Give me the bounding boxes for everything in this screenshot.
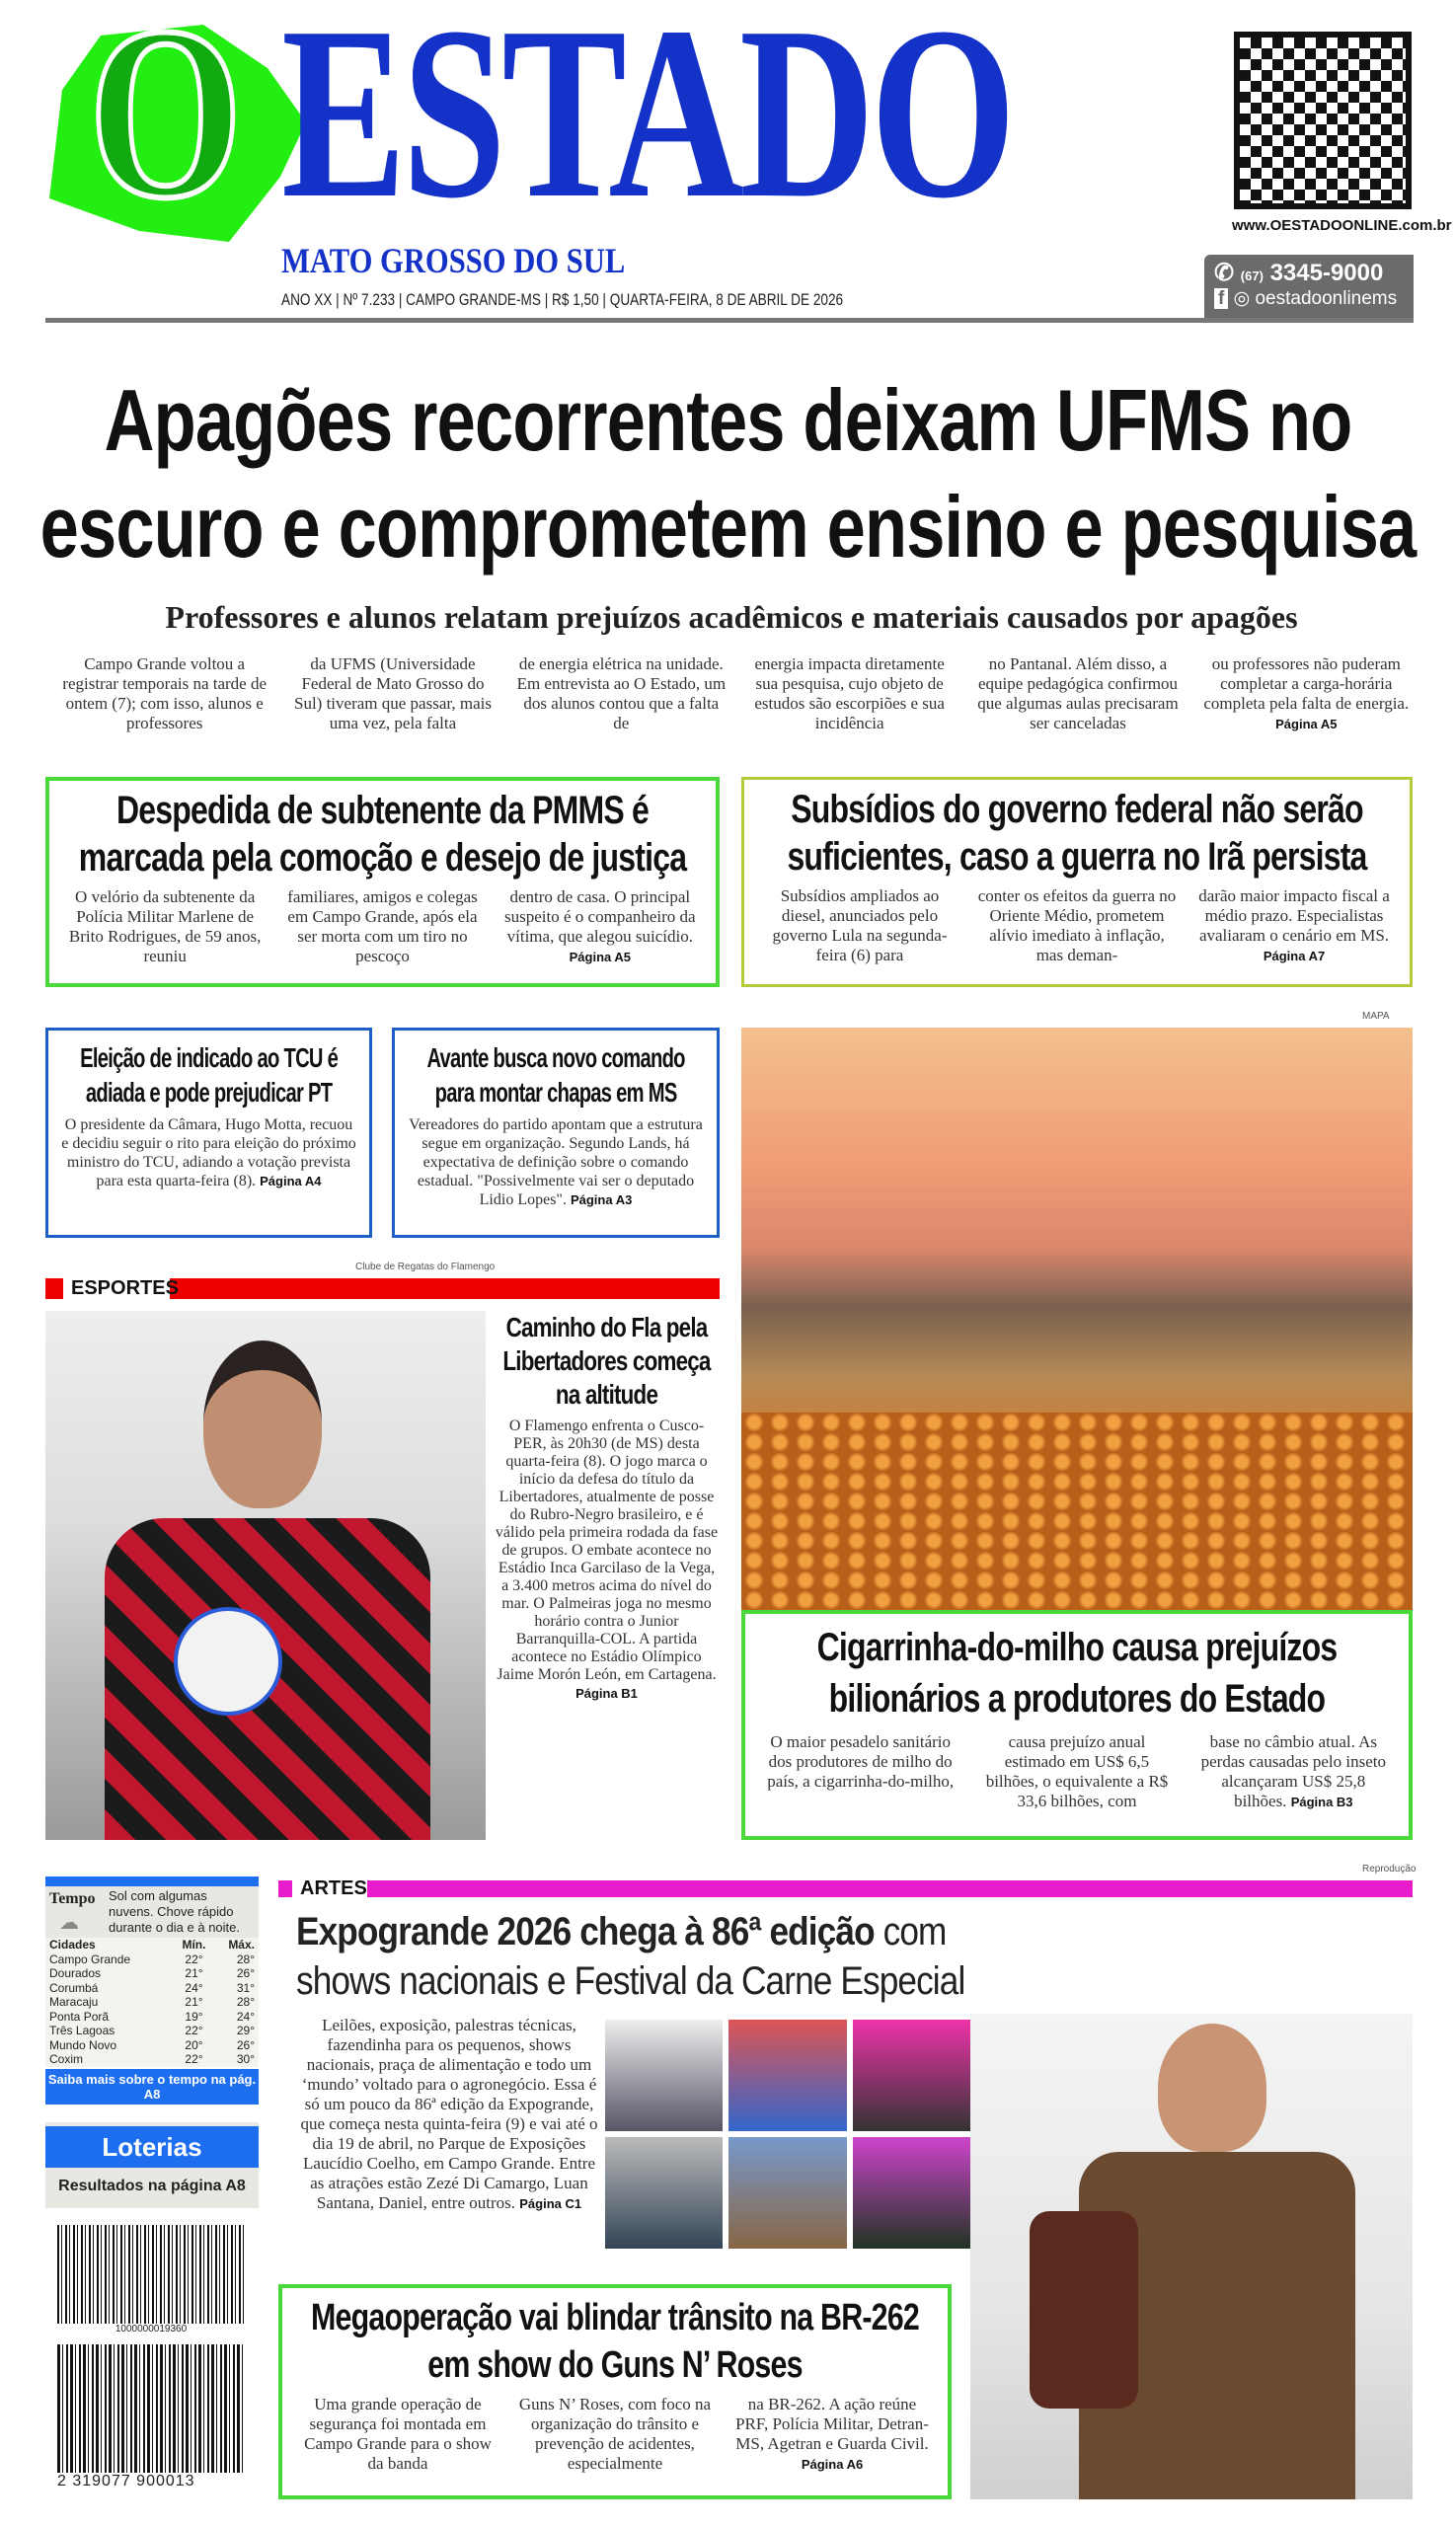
social-handle[interactable]: f ◎ oestadoonlinems: [1214, 287, 1404, 310]
goalkeeper-photo[interactable]: [45, 1311, 486, 1840]
lottery-title: Loterias: [45, 2126, 259, 2168]
headline[interactable]: Eleição de indicado ao TCU é adiada e pode prejudicar PT: [80, 1042, 339, 1108]
sports-photo-credit: Clube de Regatas do Flamengo: [355, 1262, 496, 1272]
weather-summary: Sol com algumas nuvens. Chove rápido durante o dia e à noite.: [109, 1888, 240, 1935]
city: Coxim: [49, 2052, 84, 2066]
weather-table: Cidades Mín. Máx. Campo Grande 22° 28° Dourados 21° 26° Corumbá 24° 31° Maracaju 21° 28° Ponta Porã 19° 24° Três Lagoas 22° 29° Mundo Novo 20° 26° Coxim 22° 30°: [45, 1938, 259, 2067]
artist-photo[interactable]: [728, 2137, 846, 2249]
page-ref[interactable]: Página B1: [575, 1686, 638, 1701]
main-headline[interactable]: Apagões recorrentes deixam UFMS no escuro e comprometem ensino e pesquisa: [39, 371, 1417, 575]
min-temp: 21°: [185, 1995, 203, 2009]
max-temp: 31°: [236, 1980, 255, 1995]
page-ref[interactable]: Página A3: [570, 1192, 633, 1207]
page-ref[interactable]: Página A7: [1263, 949, 1326, 963]
corn-photo[interactable]: [741, 1028, 1413, 1610]
barcode-bars: [57, 2344, 245, 2473]
max-temp: 30°: [236, 2052, 255, 2066]
artist-photo[interactable]: [605, 2137, 723, 2249]
weather-icon: ☁: [59, 1912, 79, 1934]
barcode-bars-top: [57, 2225, 245, 2324]
phone-icon: ✆: [1214, 260, 1241, 286]
page-ref[interactable]: Página B3: [1290, 1795, 1353, 1809]
city: Dourados: [49, 1966, 102, 1980]
min-temp: 22°: [185, 1952, 203, 1966]
arts-section-bar: [278, 1877, 1413, 1899]
player-head: [203, 1340, 322, 1508]
instagram-icon: ◎: [1233, 288, 1251, 309]
headline[interactable]: Megaoperação vai blindar trânsito na BR-262 em show do Guns N’ Roses: [310, 2297, 919, 2386]
arts-body: Leilões, exposição, palestras técnicas, fazendinha para os pequenos, shows nacionais, praça de alimentação e todo um ‘mundo’ voltado para o agronegócio. Essa é só um pouco da 86ª edição da Expogrande, que começa nesta quinta-feira (9) e vai até o dia 19 de abril, no Parque de Exposições Laucídio Coelho, em Campo Grande. Entre as atrações estão Zezé Di Camargo, Luan Santana, Daniel, entre outros. Página C1: [300, 2016, 598, 2212]
artists-photo-grid: [605, 2020, 970, 2249]
city: Maracaju: [49, 1995, 99, 2009]
max-temp: 28°: [236, 1952, 255, 1966]
weather-row: [45, 2038, 259, 2053]
max-temp: 26°: [236, 2037, 255, 2052]
min-temp: 22°: [185, 2024, 203, 2037]
story-tcu: Eleição de indicado ao TCU é adiada e pode prejudicar PT O presidente da Câmara, Hugo Motta, recuou e decidiu seguir o rito para eleição do próximo ministro do TCU, adiando a votação prevista para esta quarta-feira (8). Página A4: [45, 1028, 372, 1238]
edition-line: ANO XX | Nº 7.233 | CAMPO GRANDE-MS | R$ 1,50 | QUARTA-FEIRA, 8 DE ABRIL DE 2026: [281, 290, 844, 309]
sports-story: Caminho do Fla pela Libertadores começa na altitude O Flamengo enfrenta o Cusco-PER, às 20h30 (de MS) desta quarta-feira (8). O jogo marca o início da defesa do título da Libertadores, atualmente de posse do Rubro-Negro brasileiro, e é válido pela primeira rodada da fase de grupos. O embate acontece no Estádio Inca Garcilaso de la Vega, a 3.400 metros acima do nível do mar. O Palmeiras joga no mesmo horário contra o Junior Barranquilla-COL. A partida acontece no Estádio Olímpico Jaime Morón León, em Cartagena. Página B1: [495, 1312, 719, 1701]
city: Ponta Porã: [49, 2009, 110, 2024]
story-milho: Cigarrinha-do-milho causa prejuízos bilionários a produtores do Estado O maior pesadelo sanitário dos produtores de milho do país, a cigarrinha-do-milho, causa prejuízo anual estimado em US$ 6,5 bilhões, o equivalente a R$ 33,6 bilhões, com base no câmbio atual. As perdas causadas pelo inseto alcançaram US$ 25,8 bilhões. Página B3: [741, 1610, 1413, 1840]
arts-photo-credit: Reprodução: [1362, 1864, 1417, 1875]
weather-box: [45, 1876, 259, 2104]
sports-section-bar: [45, 1278, 720, 1299]
weather-row: [45, 2010, 259, 2025]
min-temp: 24°: [185, 1980, 203, 1995]
weather-row: [45, 1966, 259, 1981]
city: Campo Grande: [49, 1952, 131, 1966]
headline[interactable]: Caminho do Fla pela Libertadores começa na altitude: [502, 1312, 711, 1410]
weather-row: [45, 2052, 259, 2067]
headline[interactable]: Despedida de subtenente da PMMS é marcada pela comoção e desejo de justiça: [78, 789, 687, 880]
story-guns: Megaoperação vai blindar trânsito na BR-262 em show do Guns N’ Roses Uma grande operação de segurança foi montada em Campo Grande para o show da banda Guns N’ Roses, com foco na organização do trânsito e prevenção de acidentes, especialmente na BR-262. A ação reúne PRF, Polícia Militar, Detran-MS, Agetran e Guarda Civil. Página A6: [278, 2284, 952, 2499]
lottery-box[interactable]: [45, 2122, 259, 2208]
phone[interactable]: ✆ (67) 3345-9000: [1214, 260, 1384, 286]
artist-photo[interactable]: [605, 2020, 723, 2131]
headline[interactable]: Cigarrinha-do-milho causa prejuízos bilionários a produtores do Estado: [816, 1626, 1338, 1721]
corn-kernels: [741, 1413, 1413, 1610]
main-headline-wrap: [39, 367, 1417, 580]
page-ref[interactable]: Página C1: [519, 2196, 582, 2211]
headline[interactable]: Avante busca novo comando para montar chapas em MS: [426, 1042, 685, 1108]
contact-box: [1204, 255, 1414, 322]
lottery-result: Resultados na página A8: [58, 2178, 246, 2194]
page-ref[interactable]: Página A6: [801, 2457, 864, 2472]
logo-o: O: [89, 0, 243, 250]
section-label: ESPORTES: [71, 1277, 179, 1299]
logo-estado: ESTADO: [281, 0, 1012, 250]
story-subsidios: Subsídios do governo federal não serão suficientes, caso a guerra no Irã persista Subsídios ampliados ao diesel, anunciados pelo governo Lula na segunda-feira (6) para conter os efeitos da guerra no Oriente Médio, prometem alívio imediato à inflação, mas deman- darão maior impacto fiscal a médio prazo. Especialistas avaliaram o cenário em MS. Página A7: [741, 777, 1413, 987]
masthead-rule: [45, 318, 1414, 323]
city: Três Lagoas: [49, 2024, 115, 2037]
weather-row: [45, 1981, 259, 1996]
chef-head: [1158, 2024, 1266, 2152]
headline[interactable]: Subsídios do governo federal não serão suficientes, caso a guerra no Irã persista: [787, 788, 1367, 879]
main-subhead: Professores e alunos relatam prejuízos acadêmicos e materiais causados por apagões: [165, 599, 1298, 635]
artist-photo[interactable]: [853, 2137, 970, 2249]
artist-photo[interactable]: [853, 2020, 970, 2131]
story-avante: Avante busca novo comando para montar chapas em MS Vereadores do partido apontam que a estrutura segue em organização. Segundo Lands, há expectativa de definição sobre o comando estadual. "Possivelmente vai ser o deputado Lidio Lopes". Página A3: [392, 1028, 720, 1238]
section-label: ARTES: [300, 1877, 367, 1899]
min-temp: 21°: [185, 1966, 203, 1980]
city: Corumbá: [49, 1980, 99, 1995]
min-temp: 22°: [185, 2052, 203, 2066]
weather-row: [45, 1995, 259, 2010]
weather-title: Tempo: [49, 1890, 96, 1907]
min-temp: 19°: [185, 2009, 203, 2024]
page-ref[interactable]: Página A5: [1275, 717, 1338, 731]
facebook-icon: f: [1214, 288, 1228, 309]
weather-more-link[interactable]: Saiba mais sobre o tempo na pág. A8: [45, 2069, 259, 2105]
website-link[interactable]: www.OESTADOONLINE.com.br: [1232, 217, 1452, 234]
max-temp: 29°: [236, 2024, 255, 2037]
artist-photo[interactable]: [728, 2020, 846, 2131]
photo-credit: MAPA: [1362, 1011, 1390, 1022]
barcode: 1000000019360 2 319077 900013: [57, 2225, 245, 2499]
meat: [1030, 2211, 1138, 2409]
main-body: Campo Grande voltou a registrar temporais na tarde de ontem (7); com isso, alunos e professores da UFMS (Universidade Federal de Mato Grosso do Sul) tiveram que passar, mais uma vez, pela falta de energia elétrica na unidade. Em entrevista ao O Estado, um dos alunos contou que a falta de energia impacta diretamente sua pesquisa, cujo objeto de estudos são escorpiões e sua incidência no Pantanal. Além disso, a equipe pedagógica confirmou que algumas aulas precisaram ser canceladas ou professores não puderam completar a carga-horária completa pela falta de energia. Página A5: [62, 654, 1410, 732]
page-ref[interactable]: Página A4: [260, 1174, 322, 1188]
max-temp: 26°: [236, 1966, 255, 1980]
chef-photo[interactable]: [970, 2014, 1413, 2499]
story-pmms: Despedida de subtenente da PMMS é marcada pela comoção e desejo de justiça O velório da subtenente da Polícia Militar Marlene de Brito Rodrigues, de 59 anos, reuniu familiares, amigos e colegas em Campo Grande, após ela ser morta com um tiro no pescoço dentro de casa. O principal suspeito é o companheiro da vítima, que alegou suicídio. Página A5: [45, 777, 720, 987]
region: MATO GROSSO DO SUL: [281, 241, 626, 280]
max-temp: 28°: [236, 1995, 255, 2009]
arts-headline[interactable]: Expogrande 2026 chega à 86ª edição com shows nacionais e Festival da Carne Especial: [296, 1910, 965, 2003]
qr-code[interactable]: [1234, 32, 1412, 209]
page-ref[interactable]: Página A5: [569, 950, 631, 964]
city: Mundo Novo: [49, 2037, 117, 2052]
ball: [174, 1607, 282, 1716]
weather-row: [45, 2024, 259, 2038]
min-temp: 20°: [185, 2037, 203, 2052]
max-temp: 24°: [236, 2009, 255, 2024]
weather-row: [45, 1953, 259, 1967]
